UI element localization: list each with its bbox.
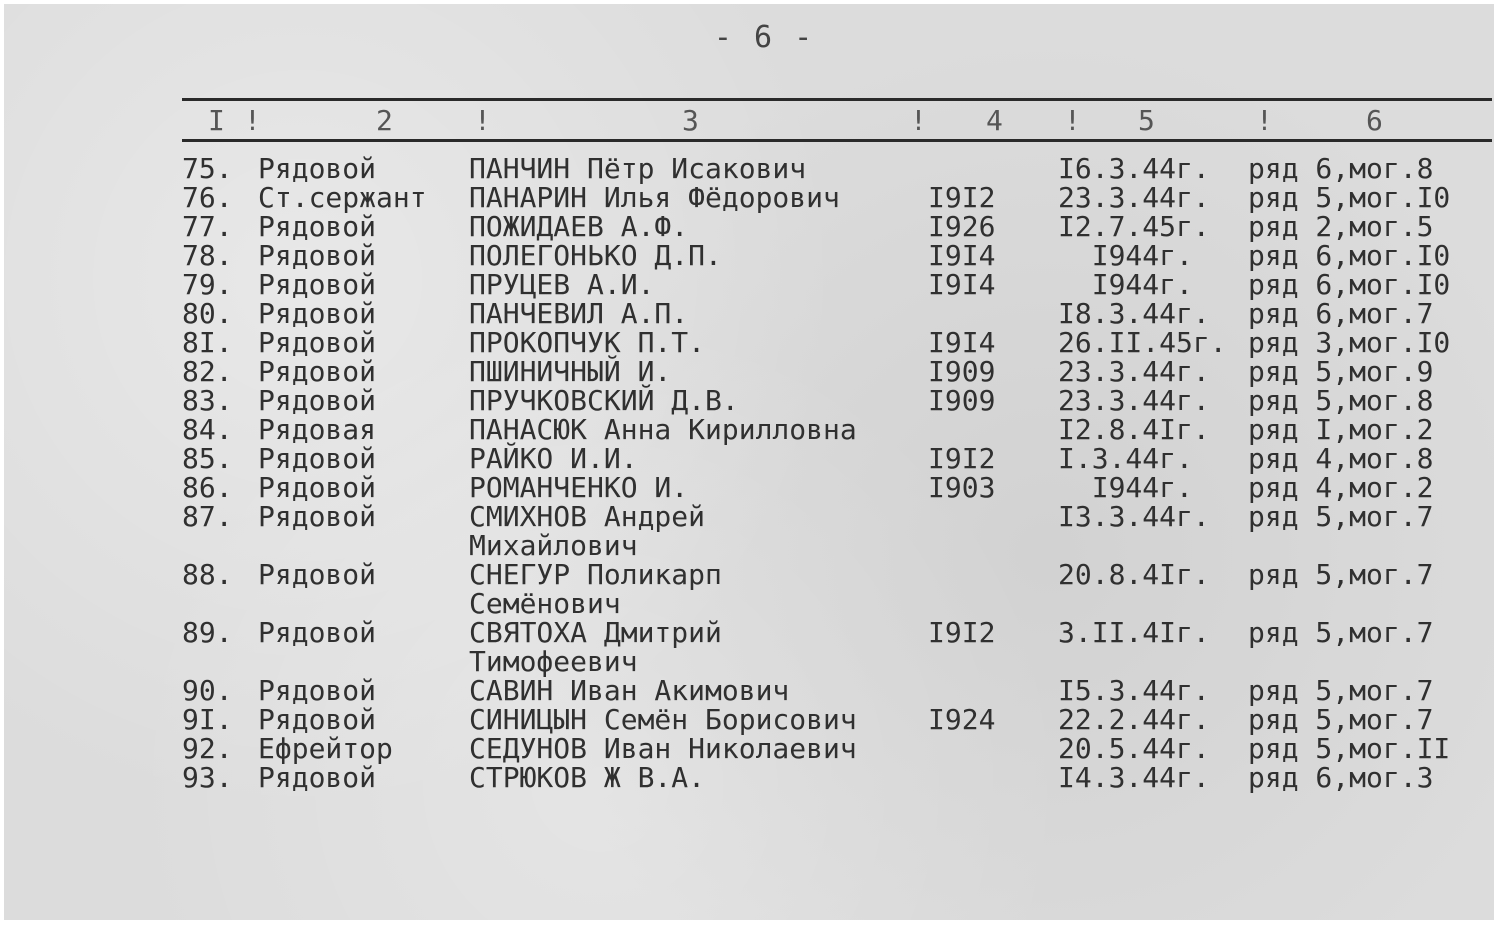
record-death-date: I2.7.45г. — [1058, 210, 1210, 243]
record-rank: Рядовой — [258, 326, 377, 359]
record-number: 80. — [182, 297, 233, 330]
record-death-date: 26.II.45г. — [1058, 326, 1227, 359]
record-birth-year: I9I2 — [928, 442, 996, 475]
record-name: СЕДУНОВ Иван Николаевич — [469, 732, 857, 765]
record-birth-year: I909 — [928, 384, 996, 417]
record-name: ПАНАРИН Илья Фёдорович — [469, 181, 840, 214]
record-burial-place: ряд 4,мог.8 — [1248, 442, 1434, 475]
record-birth-year: I9I4 — [928, 268, 996, 301]
record-death-date: 23.3.44г. — [1058, 384, 1210, 417]
record-rank: Рядовой — [258, 384, 377, 417]
record-burial-place: ряд 5,мог.II — [1248, 732, 1451, 765]
record-burial-place: ряд 5,мог.7 — [1248, 500, 1434, 533]
record-rank: Рядовой — [258, 558, 377, 591]
col-header-sep: ! — [910, 104, 927, 137]
record-number: 85. — [182, 442, 233, 475]
record-death-date: I4.3.44г. — [1058, 761, 1210, 794]
record-name: ПРУЧКОВСКИЙ Д.В. — [469, 384, 739, 417]
record-number: 83. — [182, 384, 233, 417]
record-rank: Рядовой — [258, 616, 377, 649]
record-rank: Рядовой — [258, 152, 377, 185]
record-name: СМИХНОВ Андрей — [469, 500, 706, 533]
record-number: 9I. — [182, 703, 233, 736]
record-name: ПШИНИЧНЫЙ И. — [469, 355, 672, 388]
record-number: 87. — [182, 500, 233, 533]
record-death-date: 22.2.44г. — [1058, 703, 1210, 736]
record-number: 90. — [182, 674, 233, 707]
record-rank: Рядовая — [258, 413, 377, 446]
record-burial-place: ряд 5,мог.8 — [1248, 384, 1434, 417]
record-rank: Рядовой — [258, 239, 377, 272]
record-number: 8I. — [182, 326, 233, 359]
record-death-date: I944г. — [1058, 268, 1193, 301]
record-burial-place: ряд 6,мог.8 — [1248, 152, 1434, 185]
record-rank: Ст.сержант — [258, 181, 427, 214]
record-rank: Ефрейтор — [258, 732, 393, 765]
record-name-continued: Михайлович — [469, 529, 638, 562]
record-number: 86. — [182, 471, 233, 504]
record-number: 92. — [182, 732, 233, 765]
record-birth-year: I909 — [928, 355, 996, 388]
record-birth-year: I924 — [928, 703, 996, 736]
record-name: САВИН Иван Акимович — [469, 674, 790, 707]
record-name: ПРОКОПЧУК П.Т. — [469, 326, 706, 359]
record-death-date: I944г. — [1058, 471, 1193, 504]
record-birth-year: I9I2 — [928, 616, 996, 649]
record-birth-year: I9I2 — [928, 181, 996, 214]
record-rank: Рядовой — [258, 210, 377, 243]
record-burial-place: ряд 4,мог.2 — [1248, 471, 1434, 504]
document-sheet — [4, 4, 1494, 920]
col-header-2: 2 — [376, 104, 393, 137]
col-header-sep: ! — [474, 104, 491, 137]
record-number: 77. — [182, 210, 233, 243]
record-rank: Рядовой — [258, 355, 377, 388]
record-number: 89. — [182, 616, 233, 649]
header-bottom-rule — [182, 139, 1492, 142]
record-burial-place: ряд 5,мог.7 — [1248, 616, 1434, 649]
col-header-sep: ! — [244, 104, 261, 137]
record-number: 93. — [182, 761, 233, 794]
record-number: 88. — [182, 558, 233, 591]
record-name: ПАНЧИН Пётр Исакович — [469, 152, 807, 185]
record-birth-year: I9I4 — [928, 326, 996, 359]
record-name: ПОЛЕГОНЬКО Д.П. — [469, 239, 722, 272]
record-death-date: I5.3.44г. — [1058, 674, 1210, 707]
record-burial-place: ряд I,мог.2 — [1248, 413, 1434, 446]
col-header-5: 5 — [1138, 104, 1155, 137]
col-header-1: I — [208, 104, 225, 137]
record-name-continued: Тимофеевич — [469, 645, 638, 678]
record-number: 78. — [182, 239, 233, 272]
record-burial-place: ряд 5,мог.I0 — [1248, 181, 1451, 214]
record-burial-place: ряд 5,мог.7 — [1248, 558, 1434, 591]
record-name: ПАНЧЕВИЛ А.П. — [469, 297, 689, 330]
record-number: 84. — [182, 413, 233, 446]
record-burial-place: ряд 6,мог.7 — [1248, 297, 1434, 330]
record-death-date: 23.3.44г. — [1058, 355, 1210, 388]
record-rank: Рядовой — [258, 297, 377, 330]
record-name: СВЯТОХА Дмитрий — [469, 616, 722, 649]
record-death-date: 23.3.44г. — [1058, 181, 1210, 214]
record-number: 76. — [182, 181, 233, 214]
header-top-rule — [182, 98, 1492, 101]
record-burial-place: ряд 5,мог.7 — [1248, 674, 1434, 707]
record-name: СИНИЦЫН Семён Борисович — [469, 703, 857, 736]
record-burial-place: ряд 3,мог.I0 — [1248, 326, 1451, 359]
record-rank: Рядовой — [258, 268, 377, 301]
record-name: РОМАНЧЕНКО И. — [469, 471, 689, 504]
record-death-date: 20.8.4Iг. — [1058, 558, 1210, 591]
record-death-date: I2.8.4Iг. — [1058, 413, 1210, 446]
record-burial-place: ряд 2,мог.5 — [1248, 210, 1434, 243]
record-death-date: 20.5.44г. — [1058, 732, 1210, 765]
col-header-sep: ! — [1064, 104, 1081, 137]
record-birth-year: I903 — [928, 471, 996, 504]
col-header-4: 4 — [986, 104, 1003, 137]
col-header-sep: ! — [1256, 104, 1273, 137]
record-rank: Рядовой — [258, 703, 377, 736]
record-birth-year: I9I4 — [928, 239, 996, 272]
record-name-continued: Семёнович — [469, 587, 621, 620]
record-burial-place: ряд 6,мог.I0 — [1248, 268, 1451, 301]
record-name: СНЕГУР Поликарп — [469, 558, 722, 591]
record-death-date: I3.3.44г. — [1058, 500, 1210, 533]
record-death-date: I8.3.44г. — [1058, 297, 1210, 330]
record-death-date: I944г. — [1058, 239, 1193, 272]
record-death-date: 3.II.4Iг. — [1058, 616, 1210, 649]
record-name: РАЙКО И.И. — [469, 442, 638, 475]
record-number: 75. — [182, 152, 233, 185]
record-rank: Рядовой — [258, 674, 377, 707]
record-rank: Рядовой — [258, 761, 377, 794]
record-death-date: I6.3.44г. — [1058, 152, 1210, 185]
record-birth-year: I926 — [928, 210, 996, 243]
record-rank: Рядовой — [258, 500, 377, 533]
record-number: 82. — [182, 355, 233, 388]
col-header-3: 3 — [682, 104, 699, 137]
record-death-date: I.3.44г. — [1058, 442, 1193, 475]
col-header-6: 6 — [1366, 104, 1383, 137]
record-rank: Рядовой — [258, 471, 377, 504]
record-burial-place: ряд 5,мог.9 — [1248, 355, 1434, 388]
record-rank: Рядовой — [258, 442, 377, 475]
record-burial-place: ряд 6,мог.3 — [1248, 761, 1434, 794]
record-number: 79. — [182, 268, 233, 301]
record-name: ПОЖИДАЕВ А.Ф. — [469, 210, 689, 243]
record-name: ПАНАСЮК Анна Кирилловна — [469, 413, 857, 446]
record-burial-place: ряд 6,мог.I0 — [1248, 239, 1451, 272]
record-name: СТРЮКОВ Ж В.А. — [469, 761, 706, 794]
record-burial-place: ряд 5,мог.7 — [1248, 703, 1434, 736]
record-name: ПРУЦЕВ А.И. — [469, 268, 655, 301]
page-number: - 6 - — [713, 20, 815, 55]
